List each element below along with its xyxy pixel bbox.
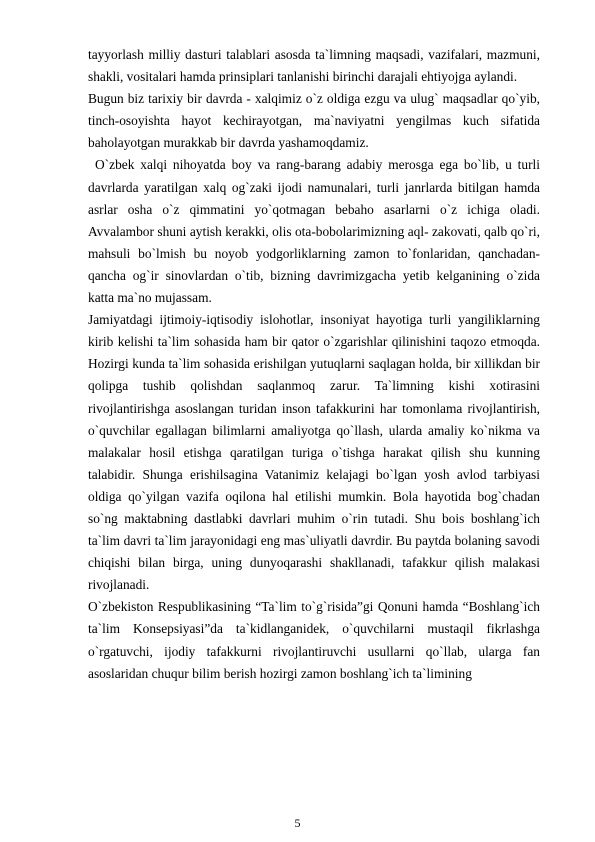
paragraph-1: tayyorlash milliy dasturi talablari asosda ta`limning maqsadi, vazifalari, mazmuni, shakli, vositalari hamda prinsiplari tanlanishi birinchi darajali ehtiyojga aylandi. — [88, 47, 540, 85]
paragraph-4: Jamiyatdagi ijtimoiy-iqtisodiy islohotlar, insoniyat hayotiga turli yangiliklarning kirib kelishi ta`lim sohasida ham bir qator o`zgarishlar qilinishini taqozo etmoqda. Hozirgi kunda ta`lim sohasida erishilgan yutuqlarni saqlagan holda, bir xillikdan bir qolipga tushib qolishdan saqlanmoq zarur. Ta`limning kishi xotirasini rivojlantirishga asoslangan turidan inson tafakkurini har tomonlama rivojlantirish, o`quvchilar egallagan bilimlarni amaliyotga qo`llash, ularda amaliy ko`nikma va malakalar hosil etishga qaratilgan turiga o`tishga harakat qilish shu kunning talabidir. Shunga erishilsagina Vatanimiz kelajagi bo`lgan yosh avlod tarbiyasi oldiga qo`yilgan vazifa oqilona hal etilishi mumkin. Bola hayotida bog`chadan so`ng maktabning dastlabki davrlari muhim o`rin tutadi. Shu bois boshlang`ich ta`lim davri ta`lim jarayonidagi eng mas`uliyatli davrdir. Bu paytda bolaning savodi chiqishi bilan birga, uning dunyoqarashi shakllanadi, tafakkur qilish malakasi rivojlanadi. — [88, 312, 540, 593]
page-number: 5 — [294, 816, 301, 830]
paragraph-5: O`zbekiston Respublikasining “Ta`lim to`g`risida”gi Qonuni hamda “Boshlang`ich ta`lim Konsepsiyasi”da ta`kidlanganidek, o`quvchilarni mustaqil fikrlashga o`rgatuvchi, ijodiy tafakkurni rivojlantiruvchi usullarni qo`llab, ularga fan asoslaridan chuqur bilim berish hozirgi zamon boshlang`ich ta`limining — [88, 599, 540, 681]
paragraph-3: O`zbek xalqi nihoyatda boy va rang-barang adabiy merosga ega bo`lib, u turli davrlarda yaratilgan xalq og`zaki ijodi namunalari, turli janrlarda bitilgan hamda asrlar osha o`z qimmatini yo`qotmagan bebaho asarlarni o`z ichiga oladi. Avvalambor shuni aytish kerakki, olis ota-bobolarimizning aql- zakovati, qalb qo`ri, mahsuli bo`lmish bu noyob yodgorliklarning zamon to`fonlaridan, qanchadan-qancha og`ir sinovlardan o`tib, bizning davrimizgacha yetib kelganining o`zida katta ma`no mujassam. — [88, 157, 540, 306]
paragraph-2: Bugun biz tarixiy bir davrda - xalqimiz o`z oldiga ezgu va ulug` maqsadlar qo`yib, tinch-osoyishta hayot kechirayotgan, ma`naviyatni yengilmas kuch sifatida baholayotgan murakkab bir davrda yashamoqdamiz. — [88, 91, 540, 151]
document-body — [88, 44, 540, 685]
